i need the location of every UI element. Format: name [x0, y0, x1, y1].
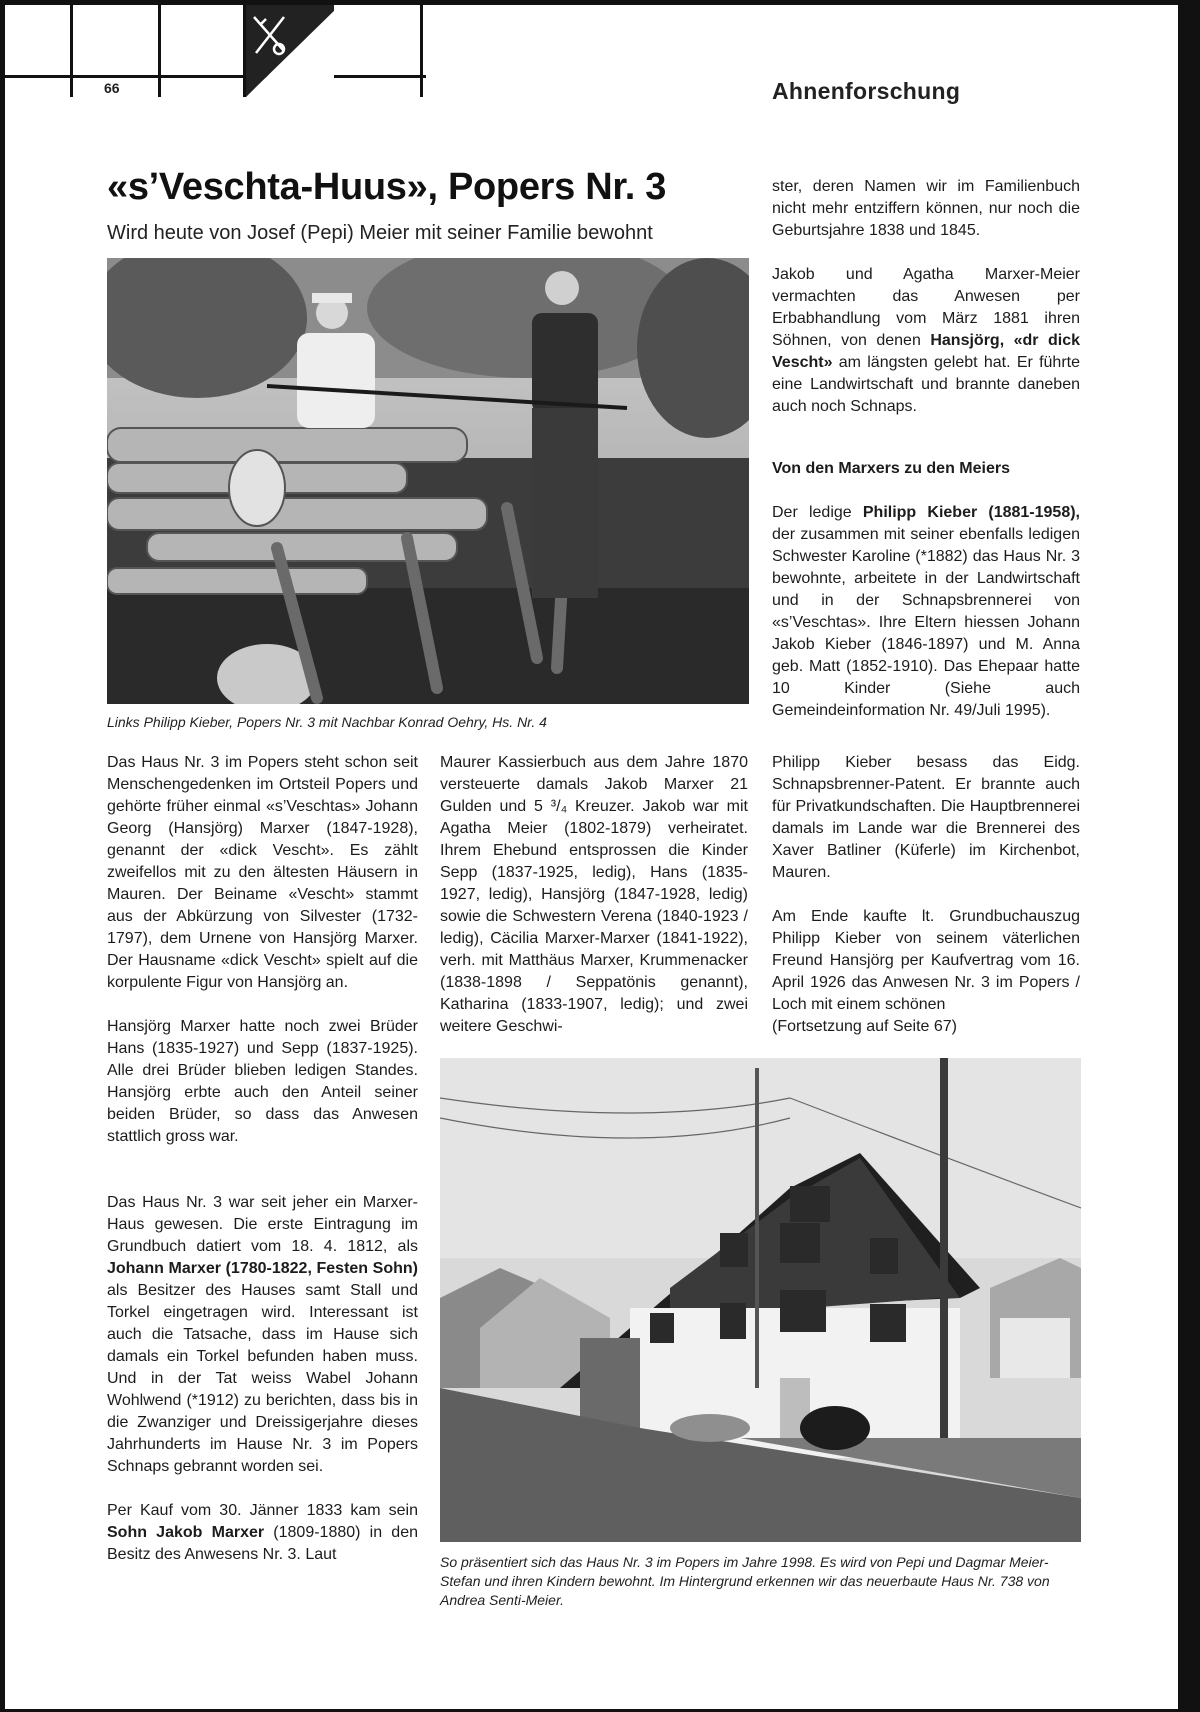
- paragraph: [772, 502, 1080, 722]
- continuation-note: (Fortsetzung auf Seite 67): [772, 1018, 957, 1035]
- left-column: [107, 752, 418, 1566]
- text-run: Der ledige: [772, 504, 863, 521]
- header-rule: [0, 75, 426, 78]
- header-grid: [0, 5, 426, 101]
- bold-text: Johann Marxer (1780-1822, Festen Sohn): [107, 1260, 418, 1277]
- paragraph: Hansjörg Marxer hatte noch zwei Brüder Hans (1835-1927) und Sepp (1837-1925). Alle drei Brüder blieben ledigen Standes. Hansjörg erbte auch den Anteil seiner beiden Brüder, so dass das Anwesen stattlich gross war.: [107, 1018, 418, 1145]
- subheading: Von den Marxers zu den Meiers: [772, 460, 1010, 477]
- bold-text: Philipp Kieber (1881-1958),: [862, 504, 1080, 521]
- bold-text: Hansjörg, «dr dick Vescht»: [772, 332, 1081, 371]
- bold-text: Sohn Jakob Marxer: [107, 1524, 265, 1541]
- article-headline: «s’Veschta-Huus», Popers Nr. 3: [107, 166, 667, 208]
- photo-men-sawing-wood: [107, 258, 749, 704]
- text-run: der zusammen mit seiner ebenfalls ledigen Schwester Karoline (*1882) das Haus Nr. 3 bewohnte, arbeitete in der Landwirtschaft und in der Schnapsbrennerei von «s’Veschtas». Ihre Eltern hiessen Johann Jakob Kieber (1846-1897) und M. Anna geb. Matt (1852-1910). Das Ehepaar hatte 10 Kinder (Siehe auch Gemeindeinformation Nr. 49/Juli 1995).: [772, 526, 1080, 719]
- right-column-top: [772, 176, 1080, 722]
- header-cell: [0, 5, 423, 97]
- paragraph: [772, 264, 1080, 418]
- paragraph: [107, 1500, 418, 1566]
- paragraph: [107, 1192, 418, 1478]
- middle-column: [440, 752, 748, 1038]
- page-number: 66: [104, 80, 120, 96]
- paragraph: Philipp Kieber besass das Eidg. Schnapsbrenner-Patent. Er brannte auch für Privatkundschaften. Die Hauptbrennerei damals im Lande war die Brennerei des Xaver Batliner (Küferle) im Kirchenbot, Mauren.: [772, 754, 1080, 881]
- paragraph: Am Ende kaufte lt. Grundbuchauszug Philipp Kieber von seinem väterlichen Freund Hansjörg per Kaufvertrag vom 16. April 1926 das Anwesen Nr. 3 im Popers / Loch mit einem schönen: [772, 908, 1080, 1013]
- top-photo-caption: Links Philipp Kieber, Popers Nr. 3 mit Nachbar Konrad Oehry, Hs. Nr. 4: [107, 714, 547, 730]
- crossed-tools-icon: [246, 5, 334, 97]
- paragraph: Maurer Kassierbuch aus dem Jahre 1870 versteuerte damals Jakob Marxer 21 Gulden und 5 ³/₄ Kreuzer. Jakob war mit Agatha Meier (1802-1879) verheiratet. Ihrem Ehebund entsprossen die Kinder Sepp (1837-1925, ledig), Hans (1835-1927, ledig), Hansjörg (1847-1928, ledig) sowie die Schwestern Verena (1840-1923 / ledig), Cäcilia Marxer-Marxer (1841-1922), verh. mit Matthäus Marxer, Krummenacker (1838-1898 / Seppatönis genannt), Katharina (1833-1907, ledig); und zwei weitere Geschwi-: [440, 754, 748, 1035]
- article-subheadline: Wird heute von Josef (Pepi) Meier mit seiner Familie bewohnt: [107, 222, 653, 244]
- bottom-photo-caption: So präsentiert sich das Haus Nr. 3 im Popers im Jahre 1998. Es wird von Pepi und Dagmar Meier-Stefan und ihren Kindern bewohnt. Im Hintergrund erkennen wir das neuerbaute Haus Nr. 738 von Andrea Senti-Meier.: [440, 1554, 1050, 1608]
- right-column-bottom: [772, 752, 1080, 1038]
- page-border-left: [0, 0, 5, 1712]
- text-run: (1809-1880) in den Besitz des Anwesens Nr. 3. Laut: [107, 1524, 419, 1563]
- section-title: Ahnenforschung: [772, 78, 961, 104]
- text-run: Das Haus Nr. 3 war seit jeher ein Marxer-Haus gewesen. Die erste Eintragung im Grundbuch datiert vom 18. 4. 1812, als: [107, 1194, 418, 1255]
- paragraph: ster, deren Namen wir im Familienbuch nicht mehr entziffern können, nur noch die Geburtsjahre 1838 und 1845.: [772, 178, 1080, 239]
- text-run: Per Kauf vom 30. Jänner 1833 kam sein: [107, 1502, 418, 1519]
- photo-house-popers-3: [440, 1058, 1081, 1542]
- page-border-right: [1178, 0, 1200, 1712]
- paragraph: Das Haus Nr. 3 im Popers steht schon seit Menschengedenken im Ortsteil Popers und gehörte früher einmal «s’Veschtas» Johann Georg (Hansjörg) Marxer (1847-1928), genannt der «dick Vescht». Es zählt zweifellos mit zu den ältesten Häusern in Mauren. Der Beiname «Vescht» stammt aus der Abkürzung von Silvester (1732-1797), dem Urnene von Hansjörg Marxer. Der Hausname «dick Vescht» spielt auf die korpulente Figur von Hansjörg an.: [107, 754, 418, 991]
- text-run: als Besitzer des Hauses samt Stall und Torkel eingetragen wird. Interessant ist auch die Tatsache, dass im Hause sich damals ein Torkel befunden haben muss. Und in der Tat weiss Wabel Johann Wohlwend (*1912) zu berichten, dass bis in die Zwanziger und Dreissigerjahre dieses Jahrhunderts im Hause Nr. 3 im Popers Schnaps gebrannt worden sei.: [107, 1282, 418, 1475]
- text-run: Jakob und Agatha Marxer-Meier vermachten das Anwesen per Erbabhandlung vom März 1881 ihren Söhnen, von denen: [772, 266, 1080, 349]
- text-run: am längsten gelebt hat. Er führte eine Landwirtschaft und brannte daneben auch noch Schnaps.: [772, 354, 1080, 415]
